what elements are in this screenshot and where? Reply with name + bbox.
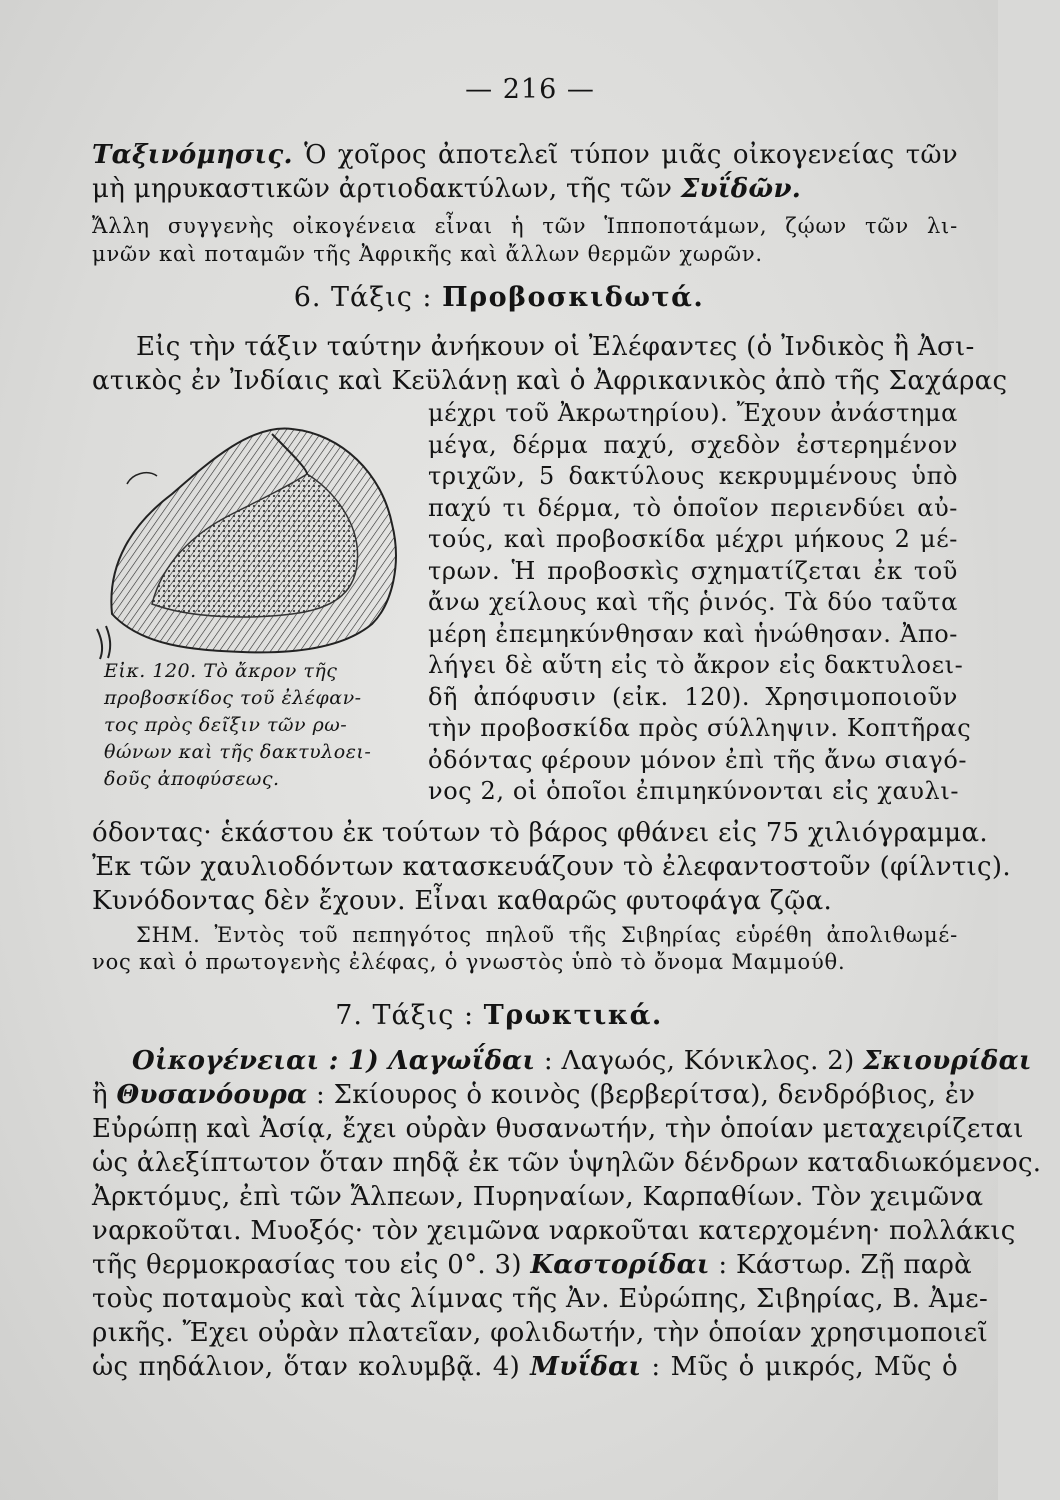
text-run: ρικῆς. Ἔχει οὐρὰν πλατεῖαν, φολιδωτήν, τὴν ὁποίαν χρησιμοποιεῖ	[92, 1318, 988, 1348]
text-line: μνῶν καὶ ποταμῶν τῆς Ἀφρικῆς καὶ ἄλλων θερμῶν χωρῶν.	[92, 242, 763, 266]
text-line: νος 2, οἱ ὁποῖοι ἐπιμηκύνονται εἰς χαυλι-	[428, 777, 960, 805]
family-name: Μυΐδαι	[530, 1352, 642, 1382]
page-number: — 216 —	[465, 74, 595, 105]
text-line	[92, 1282, 989, 1316]
trunk-tip-drawing	[92, 414, 412, 664]
family-name: Θυσανόουρα	[116, 1080, 308, 1110]
heading-title: Τρωκτικά.	[483, 1000, 663, 1031]
text-line: Ἐκ τῶν χαυλιοδόντων κατασκευάζουν τὸ ἐλεφαντοστοῦν (φίλντις).	[92, 852, 1011, 882]
text-line: ΣΗΜ. Ἐντὸς τοῦ πεπηγότος πηλοῦ τῆς Σιβηρίας εὑρέθη ἀπολιθωμέ-	[136, 923, 958, 947]
family-name: Σκιουρίδαι	[863, 1046, 1032, 1076]
heading-title: Προβοσκιδωτά.	[442, 282, 705, 313]
text-run: ναρκοῦται. Μυοξός· τὸν χειμῶνα ναρκοῦται κατερχομένη· πολλάκις	[92, 1216, 1016, 1246]
text-line: παχύ τι δέρμα, τὸ ὁποῖον περιενδύει αὐ-	[428, 493, 958, 522]
family-name: Καστορίδαι	[530, 1250, 710, 1280]
caption-line: θώνων καὶ τῆς δακτυλοει-	[104, 741, 372, 763]
trunk-tip-illustration	[92, 414, 412, 664]
text-line: Κυνόδοντας δὲν ἔχουν. Εἶναι καθαρῶς φυτοφάγα ζῷα.	[92, 886, 833, 916]
paragraph-classification	[92, 138, 958, 268]
text-run: : Μῦς ὁ μικρός, Μῦς ὁ	[641, 1352, 958, 1382]
family-name: Οἰκογένειαι : 1) Λαγωΐδαι	[132, 1046, 536, 1076]
paragraph-rodents	[92, 1044, 1042, 1384]
text-line	[92, 1078, 976, 1112]
text-run: Ὁ χοῖρος ἀποτελεῖ τύπον μιᾶς οἰκογενείας τῶν	[292, 140, 958, 170]
text-run: τοὺς ποταμοὺς καὶ τὰς λίμνας τῆς Ἀν. Εὐρώπης, Σιβηρίας, Β. Ἀμε-	[92, 1284, 989, 1314]
figure-caption	[104, 658, 394, 793]
text-line: ἄνω χείλους καὶ τῆς ῥινός. Τὰ δύο ταῦτα	[428, 588, 958, 616]
text-line	[92, 1350, 958, 1384]
note-mammoth	[92, 922, 958, 976]
caption-line: προβοσκίδος τοῦ ἐλέφαν-	[104, 687, 362, 709]
text-line: Εἰς τὴν τάξιν ταύτην ἀνήκουν οἱ Ἐλέφαντες (ὁ Ἰνδικὸς ἢ Ἀσι-	[136, 332, 975, 362]
heading-number: 7. Τάξις :	[335, 1000, 475, 1031]
text-line: νος καὶ ὁ πρωτογενὴς ἐλέφας, ὁ γνωστὸς ὑπὸ τὸ ὄνομα Μαμμούθ.	[92, 950, 846, 974]
text-run: τῆς θερμοκρασίας του εἰς 0°. 3)	[92, 1250, 531, 1280]
caption-line: τος πρὸς δεῖξιν τῶν ρω-	[104, 714, 348, 736]
text-run: : Κάστωρ. Ζῇ παρὰ	[709, 1250, 973, 1280]
text-line: ὀδόντας φέρουν μόνον ἐπὶ τῆς ἄνω σιαγό-	[428, 745, 968, 774]
text-run: : Σκίουρος ὁ κοινὸς (βερβερίτσα), δενδρόβιος, ἐν	[307, 1080, 976, 1110]
text-line: τούς, καὶ προβοσκίδα μέχρι μήκους 2 μέ-	[428, 525, 958, 553]
text-line: δῆ ἀπόφυσιν (εἰκ. 120). Χρησιμοποιοῦν	[428, 682, 958, 711]
text-line	[92, 1248, 973, 1282]
text-line: τρων. Ἡ προβοσκὶς σχηματίζεται ἐκ τοῦ	[428, 556, 958, 585]
text-run: : Λαγωός, Κόνικλος. 2)	[535, 1046, 864, 1076]
text-line: λήγει δὲ αὕτη εἰς τὸ ἄκρον εἰς δακτυλοει-	[428, 651, 964, 679]
paragraph-elephants-bottom	[92, 816, 1011, 918]
text-line: μέρη ἐπεμηκύνθησαν καὶ ἡνώθησαν. Ἀπο-	[428, 619, 958, 648]
text-line: μέγα, δέρμα παχύ, σχεδὸν ἐστερημένον	[428, 430, 958, 459]
text-line	[92, 1316, 988, 1350]
caption-line: δοῦς ἀποφύσεως.	[104, 768, 280, 790]
text-line	[92, 1146, 1042, 1180]
text-run: ὡς πηδάλιον, ὅταν κολυμβᾷ. 4)	[92, 1352, 531, 1382]
family-name: Συΐδῶν.	[680, 174, 802, 204]
text-line: ατικὸς ἐν Ἰνδίαις καὶ Κεϋλάνῃ καὶ ὁ Ἀφρικανικὸς ἀπὸ τῆς Σαχάρας	[92, 366, 1008, 396]
section-heading-7	[0, 1000, 998, 1031]
text-line	[92, 1214, 1016, 1248]
text-line: τριχῶν, 5 δακτύλους κεκρυμμένους ὑπὸ	[428, 462, 958, 490]
text-run: μὴ μηρυκαστικῶν ἀρτιοδακτύλων, τῆς τῶν	[92, 174, 681, 204]
text-run: Ἀρκτόμυς, ἐπὶ τῶν Ἄλπεων, Πυρηναίων, Καρπαθίων. Τὸν χειμῶνα	[92, 1182, 984, 1212]
section-heading-6	[0, 282, 998, 313]
text-line: τὴν προβοσκίδα πρὸς σύλληψιν. Κοπτῆρας	[428, 714, 972, 742]
text-line: Ἄλλη συγγενὴς οἰκογένεια εἶναι ἡ τῶν Ἱπποποτάμων, ζῴων τῶν λι-	[92, 214, 958, 238]
paragraph-elephants-top	[92, 330, 1008, 398]
text-line	[92, 1112, 1024, 1146]
heading-number: 6. Τάξις :	[293, 282, 433, 313]
text-line	[92, 172, 958, 206]
text-line	[92, 1044, 1032, 1078]
text-run: ὡς ἀλεξίπτωτον ὅταν πηδᾷ ἐκ τῶν ὑψηλῶν δένδρων καταδιωκόμενος.	[92, 1148, 1042, 1178]
run-in-heading: Ταξινόμησις.	[92, 140, 293, 170]
text-run: ἢ	[92, 1080, 117, 1110]
text-line	[92, 1180, 984, 1214]
text-run: Εὐρώπῃ καὶ Ἀσίᾳ, ἔχει οὐρὰν θυσανωτήν, τὴν ὁποίαν μεταχειρίζεται	[92, 1114, 1024, 1144]
text-line: μέχρι τοῦ Ἀκρωτηρίου). Ἔχουν ἀνάστημα	[428, 399, 958, 427]
text-line	[92, 138, 958, 172]
text-line: όδοντας· ἑκάστου ἐκ τούτων τὸ βάρος φθάνει εἰς 75 χιλιόγραμμα.	[92, 818, 988, 848]
paragraph-elephants-column	[428, 398, 972, 808]
caption-line: Εἰκ. 120. Τὸ ἄκρον τῆς	[104, 660, 338, 682]
